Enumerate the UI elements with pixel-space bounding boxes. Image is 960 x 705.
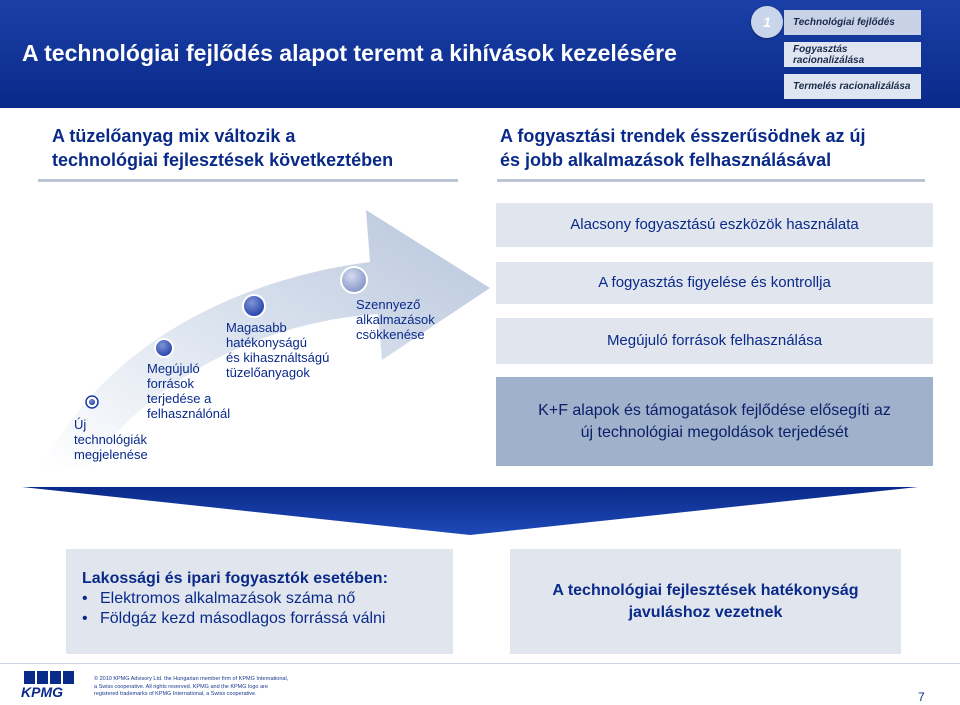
consumption-monitoring-box: A fogyasztás figyelése és kontrollja xyxy=(496,262,933,304)
consumers-bullet-item xyxy=(82,609,453,629)
stage-1-dot-core xyxy=(89,399,95,405)
section-divider xyxy=(22,487,918,537)
section-number-badge: 1 xyxy=(751,6,783,38)
kpmg-logo xyxy=(18,669,84,699)
stage-4-line: csökkenése xyxy=(356,327,425,342)
efficiency-conclusion-line-2: javuláshoz vezetnek xyxy=(628,603,783,621)
stage-1-line: Új xyxy=(74,417,87,432)
stage-2-dot xyxy=(155,339,173,357)
stage-1-line: megjelenése xyxy=(74,447,148,462)
stage-label-efficiency xyxy=(226,320,329,380)
copyright-line-2: a Swiss cooperative. All rights reserved. KPMG and the KPMG logo are xyxy=(94,683,268,690)
rd-funding-line-1: K+F alapok és támogatások fejlődése elősegíti az xyxy=(538,401,891,419)
nav-item-production-rationalization[interactable]: Termelés racionalizálása xyxy=(784,74,921,99)
stage-label-pollution xyxy=(356,297,435,342)
low-consumption-devices-box: Alacsony fogyasztású eszközök használata xyxy=(496,203,933,247)
stage-4-dot xyxy=(341,267,367,293)
rd-funding-box xyxy=(496,377,933,466)
efficiency-conclusion-box xyxy=(510,549,901,654)
copyright-line-1: © 2010 KPMG Advisory Ltd. the Hungarian member firm of KPMG International, xyxy=(94,676,289,682)
bullet-marker: • xyxy=(82,590,88,607)
rd-funding-line-2: új technológiai megoldások terjedését xyxy=(580,423,849,441)
right-title-line-1: A fogyasztási trendek ésszerűsödnek az új xyxy=(500,126,866,146)
left-section-title xyxy=(52,124,393,172)
consumers-bullet-text: Földgáz kezd másodlagos forrássá válni xyxy=(100,610,386,627)
consumers-box-title: Lakossági és ipari fogyasztók esetében: xyxy=(82,570,388,587)
right-title-line-2: és jobb alkalmazások felhasználásával xyxy=(500,150,832,170)
copyright-text xyxy=(94,676,354,699)
nav-item-consumption-rationalization[interactable]: Fogyasztás racionalizálása xyxy=(784,42,921,67)
consumers-bullet-item xyxy=(82,589,453,609)
copyright-line-3: registered trademarks of KPMG International, a Swiss cooperative. xyxy=(94,691,257,697)
efficiency-conclusion-line-1: A technológiai fejlesztések hatékonyság xyxy=(552,581,859,599)
stage-2-line: felhasználónál xyxy=(147,406,231,421)
left-title-line-1: A tüzelőanyag mix változik a xyxy=(52,126,296,146)
page-title: A technológiai fejlődés alapot teremt a kihívások kezelésére xyxy=(22,40,677,66)
stage-label-renewables xyxy=(147,361,230,421)
divider-triangle xyxy=(22,487,918,535)
stage-3-line: hatékonyságú xyxy=(226,335,307,350)
bullet-marker: • xyxy=(82,610,88,627)
stage-1-line: technológiák xyxy=(74,432,147,447)
left-title-underline xyxy=(38,179,458,182)
page-number: 7 xyxy=(918,690,925,704)
stage-4-line: Szennyező xyxy=(356,297,421,312)
consumers-box xyxy=(66,549,453,654)
stage-2-line: terjedése a xyxy=(147,391,212,406)
renewable-usage-box: Megújuló források felhasználása xyxy=(496,318,933,364)
stage-3-line: és kihasználtságú xyxy=(226,350,330,365)
footer-separator xyxy=(0,663,960,664)
stage-3-line: Magasabb xyxy=(226,320,287,335)
right-section-title xyxy=(500,124,865,172)
right-title-underline xyxy=(497,179,925,182)
stage-3-dot xyxy=(243,295,265,317)
stage-label-new-technologies xyxy=(74,417,148,462)
nav-item-technological-development[interactable]: Technológiai fejlődés xyxy=(784,10,921,35)
kpmg-logo-text: KPMG xyxy=(21,684,63,699)
stage-4-line: alkalmazások xyxy=(356,312,435,327)
left-title-line-2: technológiai fejlesztések következtében xyxy=(52,150,394,170)
stage-3-line: tüzelőanyagok xyxy=(226,365,310,380)
stage-2-line: Megújuló xyxy=(147,361,200,376)
consumers-bullet-text: Elektromos alkalmazások száma nő xyxy=(100,590,356,607)
stage-2-line: források xyxy=(147,376,194,391)
